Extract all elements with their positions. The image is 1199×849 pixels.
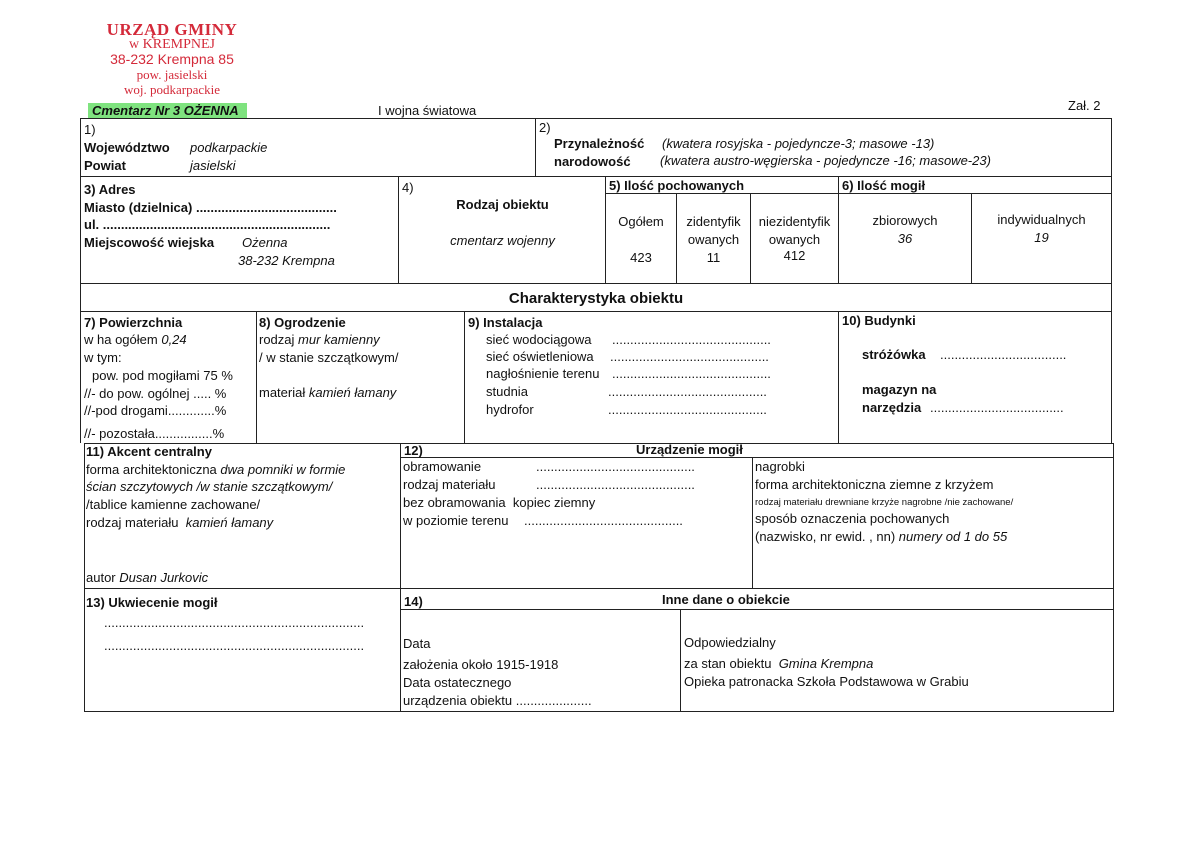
stamp-line-4: pow. jasielski bbox=[136, 67, 208, 82]
individual-value: 19 bbox=[1034, 230, 1049, 245]
village-label: Miejscowość wiejska bbox=[84, 235, 215, 250]
fence-type: rodzaj mur kamienny bbox=[259, 332, 380, 347]
characteristics-title: Charakterystyka obiektu bbox=[508, 290, 684, 307]
street-line: ul. ............................................................... bbox=[84, 217, 331, 232]
headstones-label: nagrobki bbox=[755, 459, 805, 474]
collective-header: zbiorowych bbox=[872, 213, 938, 228]
author: autor Dusan Jurkovic bbox=[86, 570, 209, 585]
war-label: I wojna światowa bbox=[378, 103, 477, 118]
nationality-label: narodowość bbox=[554, 154, 631, 169]
founding-date: założenia około 1915-1918 bbox=[403, 657, 559, 672]
buildings-title: 10) Budynki bbox=[842, 313, 916, 328]
county-value: jasielski bbox=[190, 158, 236, 173]
address-title: 3) Adres bbox=[84, 182, 136, 197]
postal-value: 38-232 Krempna bbox=[238, 253, 335, 268]
fence-state: / w stanie szczątkowym/ bbox=[259, 350, 399, 365]
affiliation-value: (kwatera rosyjska - pojedyncze-3; masowe -13) bbox=[662, 136, 935, 151]
nationality-value: (kwatera austro-węgierska - pojedyncze -16; masowe-23) bbox=[660, 153, 991, 168]
area-total-label: w ha ogółem 0,24 bbox=[84, 332, 187, 347]
graves-setup-title: Urządzenie mogił bbox=[636, 442, 743, 457]
total-value: 423 bbox=[630, 250, 652, 265]
affiliation-label: Przynależność bbox=[554, 136, 645, 151]
office-stamp bbox=[82, 22, 262, 97]
object-type-title: Rodzaj obiektu bbox=[456, 197, 549, 212]
individual-header: indywidualnych bbox=[997, 212, 1086, 227]
storage-label-2: narzędzia bbox=[862, 400, 922, 415]
buried-title: 5) Ilość pochowanych bbox=[609, 178, 745, 193]
city-line: Miasto (dzielnica) ....................................... bbox=[84, 200, 337, 215]
attachment-label: Zał. 2 bbox=[1068, 98, 1101, 113]
fence-material: materiał kamień łamany bbox=[259, 385, 397, 400]
storage-label-1: magazyn na bbox=[862, 382, 937, 397]
central-accent-title: 11) Akcent centralny bbox=[86, 444, 212, 459]
stamp-line-5: woj. podkarpackie bbox=[123, 82, 221, 97]
central-accent-material: rodzaj materiału kamień łamany bbox=[86, 515, 274, 530]
voivodeship-label: Województwo bbox=[84, 140, 170, 155]
area-title: 7) Powierzchnia bbox=[84, 315, 183, 330]
voivodeship-value: podkarpackie bbox=[190, 140, 268, 155]
patronage: Opieka patronacka Szkoła Podstawowa w Grabiu bbox=[684, 674, 969, 689]
guardhouse-label: stróżówka bbox=[862, 347, 926, 362]
identified-value: 11 bbox=[706, 250, 721, 265]
responsible: za stan obiektu Gmina Krempna bbox=[684, 656, 874, 671]
stamp-line-1: URZĄD GMINY bbox=[106, 20, 238, 39]
area-other: //- pozostała................% bbox=[84, 426, 225, 441]
graves-title: 6) Ilość mogił bbox=[842, 178, 926, 193]
village-value: Ożenna bbox=[242, 235, 288, 250]
area-roads: //-pod drogami.............% bbox=[84, 403, 227, 418]
unidentified-value: 412 bbox=[783, 248, 806, 263]
identified-header-1: zidentyfik bbox=[686, 214, 741, 229]
no-border: bez obramowania kopiec ziemny bbox=[403, 495, 596, 510]
county-label: Powiat bbox=[84, 158, 126, 173]
area-graves: pow. pod mogiłami 75 % bbox=[92, 368, 233, 383]
unidentified-header-2: owanych bbox=[768, 232, 821, 247]
flowers-title: 13) Ukwiecenie mogił bbox=[86, 595, 218, 610]
fence-title: 8) Ogrodzenie bbox=[259, 315, 346, 330]
marking-method: (nazwisko, nr ewid. , nn) numery od 1 do 55 bbox=[755, 529, 1008, 544]
installation-title: 9) Instalacja bbox=[468, 315, 543, 330]
area-general: //- do pow. ogólnej ..... % bbox=[84, 386, 227, 401]
stamp-line-2: w KREMPNEJ bbox=[129, 37, 215, 52]
cemetery-title: Cmentarz Nr 3 OŻENNA bbox=[88, 103, 247, 119]
collective-value: 36 bbox=[897, 231, 913, 246]
total-header: Ogółem bbox=[618, 214, 664, 229]
unidentified-header-1: niezidentyfik bbox=[758, 214, 831, 229]
identified-header-2: owanych bbox=[687, 232, 740, 247]
object-type-value: cmentarz wojenny bbox=[450, 233, 555, 248]
central-accent-form: forma architektoniczna dwa pomniki w formie bbox=[86, 462, 346, 477]
stamp-line-3: 38-232 Krempna 85 bbox=[110, 51, 234, 67]
other-data-title: Inne dane o obiekcie bbox=[662, 592, 790, 607]
